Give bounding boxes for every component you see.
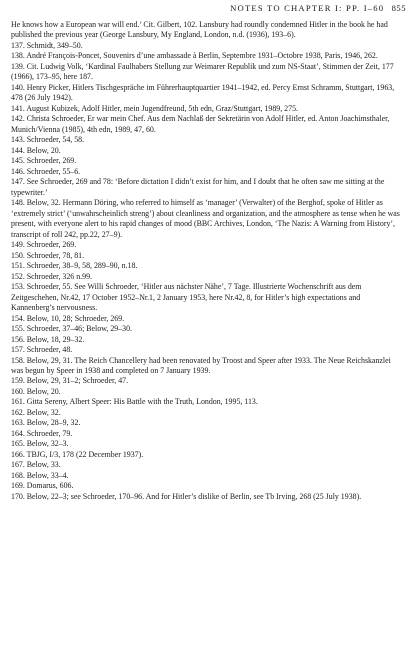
- endnote: 167. Below, 33.: [11, 460, 61, 470]
- endnote: 161. Gitta Sereny, Albert Speer: His Battle with the Truth, London, 1995, 113.: [11, 397, 258, 407]
- endnote: He knows how a European war will end.’ Cit. Gilbert, 102. Lansbury had roundly condemned Hitler in the book he had published the previous year (George Lansbury, My England, London, n.d. (1936), 193–6).: [11, 20, 388, 40]
- endnote: 148. Below, 32. Hermann Döring, who referred to himself as ‘manager’ (Verwalter) of the Berghof, spoke of Hitler as ‘extremely strict’ (‘unwahrscheinlich streng’) about cleanliness and organization, and the atmosphere as tense when he was present, with everyone alert to his rapid changes of mood (BBC Archives, London, ‘The Nazis: A Warning from History’, transcript of roll 242, pp.22, 27–9).: [11, 198, 400, 239]
- endnote: 156. Below, 18, 29–32.: [11, 334, 85, 344]
- endnote: 160. Below, 20.: [11, 386, 61, 396]
- endnote: 163. Below, 28–9, 32.: [11, 418, 81, 428]
- endnote: 146. Schroeder, 55–6.: [11, 166, 81, 176]
- endnote: 150. Schroeder, 78, 81.: [11, 250, 85, 260]
- endnote: 158. Below, 29, 31. The Reich Chancellery had been renovated by Troost and Speer after 1933. The Neue Reichskanzlei was begun by Speer in 1938 and completed on 7 January 1939.: [11, 355, 391, 375]
- endnote: 154. Below, 10, 28; Schroeder, 269.: [11, 313, 125, 323]
- endnote: 152. Schroeder, 326 n.99.: [11, 271, 92, 281]
- page-number: 855: [391, 3, 406, 13]
- running-header: [230, 3, 406, 13]
- running-head: NOTES TO CHAPTER I: PP. I–60: [230, 3, 385, 13]
- endnote: 159. Below, 29, 31–2; Schroeder, 47.: [11, 376, 129, 386]
- endnote: 138. André François-Poncet, Souvenirs d’une ambassade à Berlin, Septembre 1931–Octobre 1938, Paris, 1946, 262.: [11, 51, 378, 61]
- endnote: 155. Schroeder, 37–46; Below, 29–30.: [11, 324, 133, 334]
- endnote: 165. Below, 32–3.: [11, 439, 69, 449]
- endnote: 137. Schmidt, 349–50.: [11, 40, 83, 50]
- endnote: 142. Christa Schroeder, Er war mein Chef. Aus dem Nachlaß der Sekretärin von Adolf Hitler, ed. Anton Joachimsthaler, Munich/Vienna (1985), 4th edn, 1989, 47, 60.: [11, 114, 390, 134]
- endnote: 151. Schroeder, 38–9, 58, 289–90, n.18.: [11, 261, 138, 271]
- endnote: 149. Schroeder, 269.: [11, 240, 77, 250]
- endnote: 164. Schroeder, 79.: [11, 428, 73, 438]
- endnote: 144. Below, 20.: [11, 145, 61, 155]
- endnote: 169. Domarus, 606.: [11, 481, 74, 491]
- endnote: 168. Below, 33–4.: [11, 470, 69, 480]
- endnote: 170. Below, 22–3; see Schroeder, 170–96. And for Hitler’s dislike of Berlin, see Tb Irving, 268 (25 July 1938).: [11, 491, 362, 501]
- endnote: 145. Schroeder, 269.: [11, 156, 77, 166]
- endnote: 143. Schroeder, 54, 58.: [11, 135, 85, 145]
- endnote: 157. Schroeder, 48.: [11, 345, 73, 355]
- endnote: 147. See Schroeder, 269 and 78: ‘Before dictation I didn’t exist for him, and I doubt that he often saw me sitting at the typewriter.’: [11, 177, 385, 197]
- endnote: 162. Below, 32.: [11, 407, 61, 417]
- endnote: 141. August Kubizek, Adolf Hitler, mein Jugendfreund, 5th edn, Graz/Stuttgart, 1989, 275.: [11, 103, 298, 113]
- endnotes-list: [11, 20, 405, 644]
- endnote: 153. Schroeder, 55. See Willi Schroeder, ‘Hitler aus nächster Nähe’, 7 Tage. Illustrierte Wochenschrift aus dem Zeitgeschehen, Nr.42, 17 October 1952–Nr.1, 2 January 1953, here Nr.42, 8, for Hitler’s high expectations and Kannenberg’s nervousness.: [11, 282, 362, 313]
- endnote: 166. TBJG, I/3, 178 (22 December 1937).: [11, 449, 144, 459]
- endnote: 139. Cit. Ludwig Volk, ‘Kardinal Faulhabers Stellung zur Weimarer Republik und zum NS-Staat’, Stimmen der Zeit, 177 (1966), 173–95, here 187.: [11, 61, 394, 82]
- endnote: 140. Henry Picker, Hitlers Tischgespräche im Führerhauptquartier 1941–1942, ed. Percy Ernst Schramm, Stuttgart, 1963, 478 (26 July 1942).: [11, 82, 395, 103]
